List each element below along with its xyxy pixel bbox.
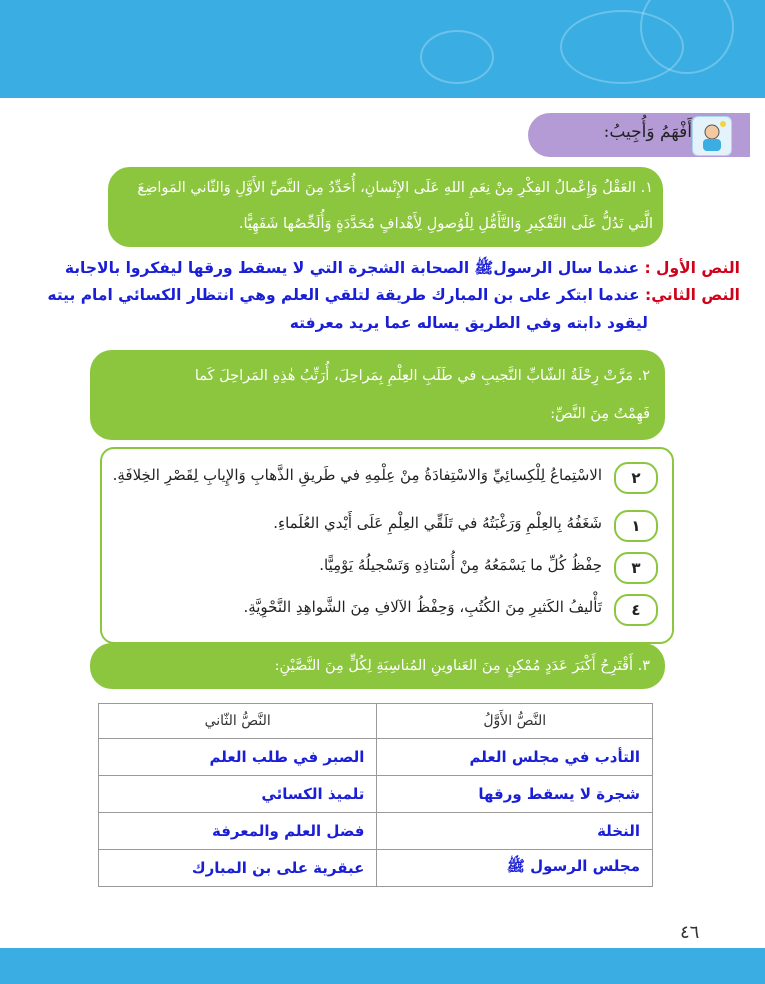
table-row — [99, 850, 653, 887]
answer-2-label: النص الثاني: — [645, 286, 740, 304]
section-title: أَفْهَمُ وَأُجِيبُ: — [603, 122, 692, 142]
list-item-2: شَغَفُهُ بِالعِلْمِ وَرَغْبَتُهُ في تَلَقِّي العِلْمِ عَلَى أَيْدي العُلَماءِ. — [273, 514, 602, 532]
table-row — [99, 739, 653, 776]
answer-1-label: النص الأول : — [644, 259, 740, 277]
order-number-3[interactable]: ٣ — [614, 552, 658, 584]
cell-text-2[interactable]: عبقرية على بن المبارك — [99, 850, 377, 887]
cell-text-2[interactable]: الصبر في طلب العلم — [99, 739, 377, 776]
list-item-1: الاسْتِماعُ لِلْكِسائِيِّ وَالاسْتِفادَةُ مِنْ عِلْمِهِ في طَريقِ الذَّهابِ وَالإِيابِ لِقَصْرِ الخِلافَةِ. — [112, 466, 602, 484]
cell-text-1[interactable]: التأدب في مجلس العلم — [377, 739, 653, 776]
order-number-1[interactable]: ٢ — [614, 462, 658, 494]
cell-text-1[interactable]: شجرة لا يسقط ورقها — [377, 776, 653, 813]
page-number: ٤٦ — [680, 922, 700, 943]
answer-2-text: عندما ابتكر على بن المبارك طريقة لتلقي العلم وهي انتظار الكسائي امام بيته — [47, 286, 646, 304]
table-row — [99, 776, 653, 813]
top-decorative-band — [0, 0, 765, 98]
list-item-4: تَأْليفُ الكَثيرِ مِنَ الكُتُبِ، وَحِفْظُ الآلافِ مِنَ الشَّواهِدِ النَّحْوِيَّةِ. — [243, 598, 602, 616]
question-1-line-1: ١. العَقْلُ وَإِعْمالُ الفِكْرِ مِنْ نِعَمِ اللهِ عَلَى الإِنْسانِ، أُحَدِّدُ مِنَ النَّصِّ الأَوَّلِ وَالثّاني المَواضِعَ — [137, 180, 653, 196]
answer-text-2-continued: ليقود دابته وفي الطريق يساله عما يريد معرفته — [289, 314, 648, 332]
student-thinking-icon — [692, 116, 732, 156]
order-number-4[interactable]: ٤ — [614, 594, 658, 626]
table-row — [99, 813, 653, 850]
question-2-line-2: فَهِمْتُ مِنَ النَّصِّ: — [550, 406, 650, 422]
cell-text-2[interactable]: فضل العلم والمعرفة — [99, 813, 377, 850]
column-header-text-2: النَّصُّ الثّاني — [99, 704, 377, 739]
cell-text-1[interactable]: النخلة — [377, 813, 653, 850]
question-3-prompt: ٣. أَقْتَرِحُ أَكْبَرَ عَدَدٍ مُمْكِنٍ مِنَ العَناوينِ المُناسِبَةِ لِكُلٍّ مِنَ النَّصَّيْنِ: — [274, 658, 650, 674]
question-2-line-1: ٢. مَرَّتْ رِحْلَةُ الشّابِّ النَّجيبِ في طَلَبِ العِلْمِ بِمَراحِلَ، أُرَتِّبُ هٰذِهِ المَراحِلَ كَما — [194, 368, 650, 384]
table-header-row — [99, 704, 653, 739]
list-item-3: حِفْظُ كُلِّ ما يَسْمَعُهُ مِنْ أُسْتاذِهِ وَتَسْجيلُهُ يَوْمِيًّا. — [319, 556, 602, 574]
question-1-line-2: الَّتي تَدُلُّ عَلَى التَّفْكِيرِ وَالتَّأَمُّلِ لِلْوُصولِ لِأَهْدافٍ مُحَدَّدَةٍ وَأُلَخِّصُها شَفَهِيًّا. — [238, 216, 653, 232]
cell-text-1[interactable]: مجلس الرسول ﷺ — [377, 850, 653, 887]
answer-text-1 — [20, 258, 740, 281]
titles-table — [98, 703, 653, 887]
bottom-decorative-band — [0, 948, 765, 984]
order-number-2[interactable]: ١ — [614, 510, 658, 542]
column-header-text-1: النَّصُّ الأَوَّلُ — [377, 704, 653, 739]
answer-1-text: عندما سال الرسولﷺ الصحابة الشجرة التي لا يسقط ورقها ليفكروا بالاجابة — [64, 259, 645, 277]
answer-text-2 — [20, 286, 740, 304]
decorative-swirl — [420, 30, 494, 84]
cell-text-2[interactable]: تلميذ الكسائي — [99, 776, 377, 813]
